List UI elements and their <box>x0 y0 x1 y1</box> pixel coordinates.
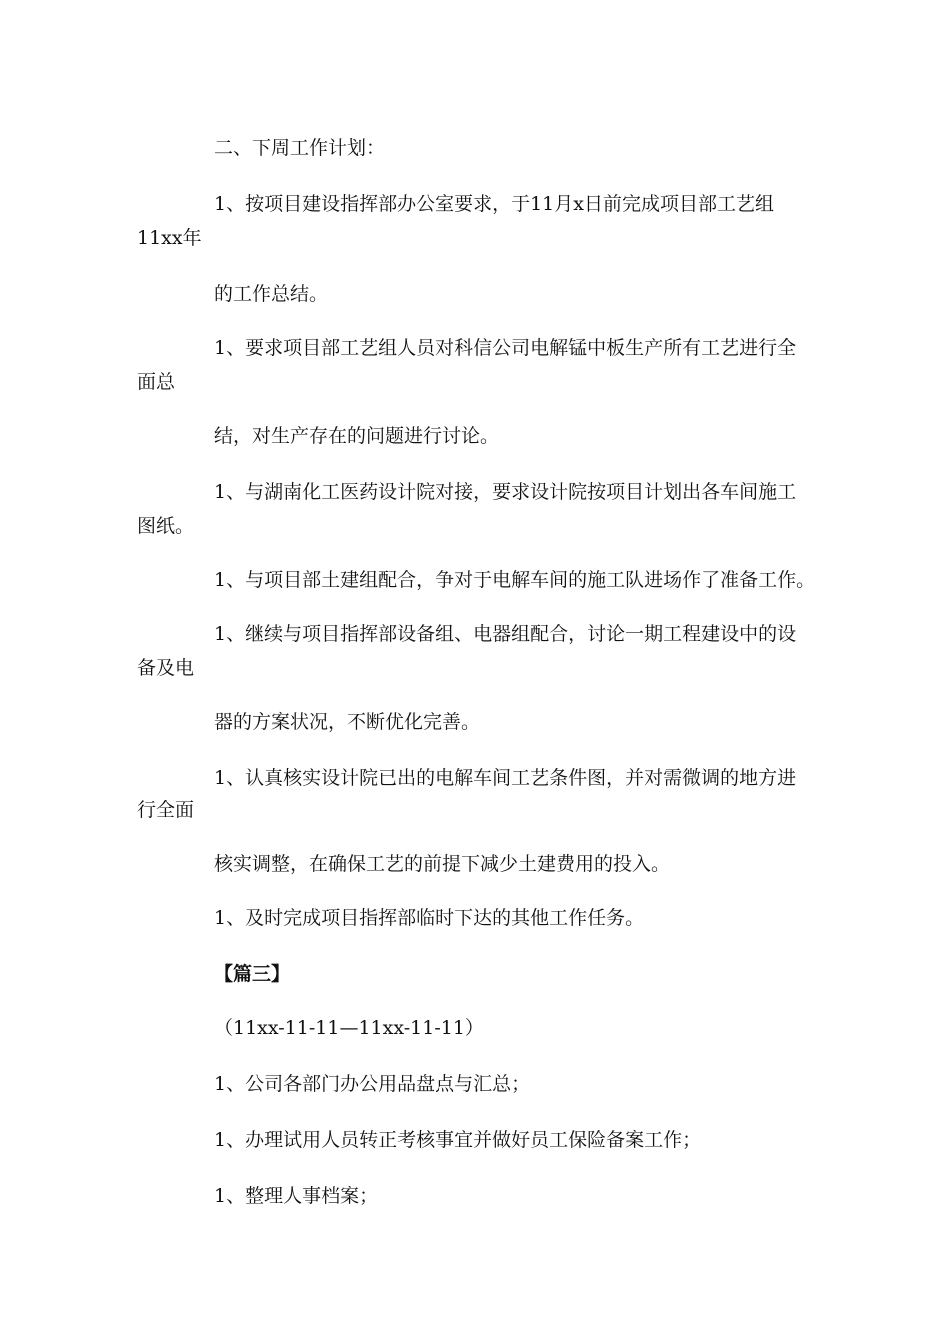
paragraph-line: 面总 <box>137 371 176 393</box>
section-heading-next-week-plan: 二、下周工作计划： <box>214 137 386 159</box>
paragraph-line: 结，对生产存在的问题进行讨论。 <box>214 425 500 447</box>
paragraph-line: 1、要求项目部工艺组人员对科信公司电解锰中板生产所有工艺进行全 <box>214 337 797 359</box>
date-range: （11xx-11-11—11xx-11-11） <box>214 1017 484 1039</box>
paragraph-line: 的工作总结。 <box>214 283 329 305</box>
paragraph-line: 1、按项目建设指挥部办公室要求，于11月x日前完成项目部工艺组 <box>214 193 774 215</box>
paragraph-line: 1、继续与项目指挥部设备组、电器组配合，讨论一期工程建设中的设 <box>214 623 797 645</box>
paragraph-line: 备及电 <box>137 657 195 679</box>
paragraph-line: 器的方案状况，不断优化完善。 <box>214 711 481 733</box>
paragraph-line: 行全面 <box>137 799 195 821</box>
section-heading-part-three: 【篇三】 <box>214 963 291 985</box>
paragraph-line: 1、认真核实设计院已出的电解车间工艺条件图，并对需微调的地方进 <box>214 767 797 789</box>
paragraph-line: 1、与湖南化工医药设计院对接，要求设计院按项目计划出各车间施工 <box>214 481 797 503</box>
paragraph-line: 1、及时完成项目指挥部临时下达的其他工作任务。 <box>214 907 645 929</box>
paragraph-line: 11xx年 <box>137 227 202 249</box>
paragraph-line: 核实调整，在确保工艺的前提下减少土建费用的投入。 <box>214 853 671 875</box>
paragraph-line: 1、与项目部土建组配合，争对于电解车间的施工队进场作了准备工作。 <box>214 569 816 591</box>
paragraph-line: 图纸。 <box>137 515 195 537</box>
paragraph-line: 1、公司各部门办公用品盘点与汇总； <box>214 1073 531 1095</box>
paragraph-line: 1、整理人事档案； <box>214 1185 379 1207</box>
paragraph-line: 1、办理试用人员转正考核事宜并做好员工保险备案工作； <box>214 1129 702 1151</box>
